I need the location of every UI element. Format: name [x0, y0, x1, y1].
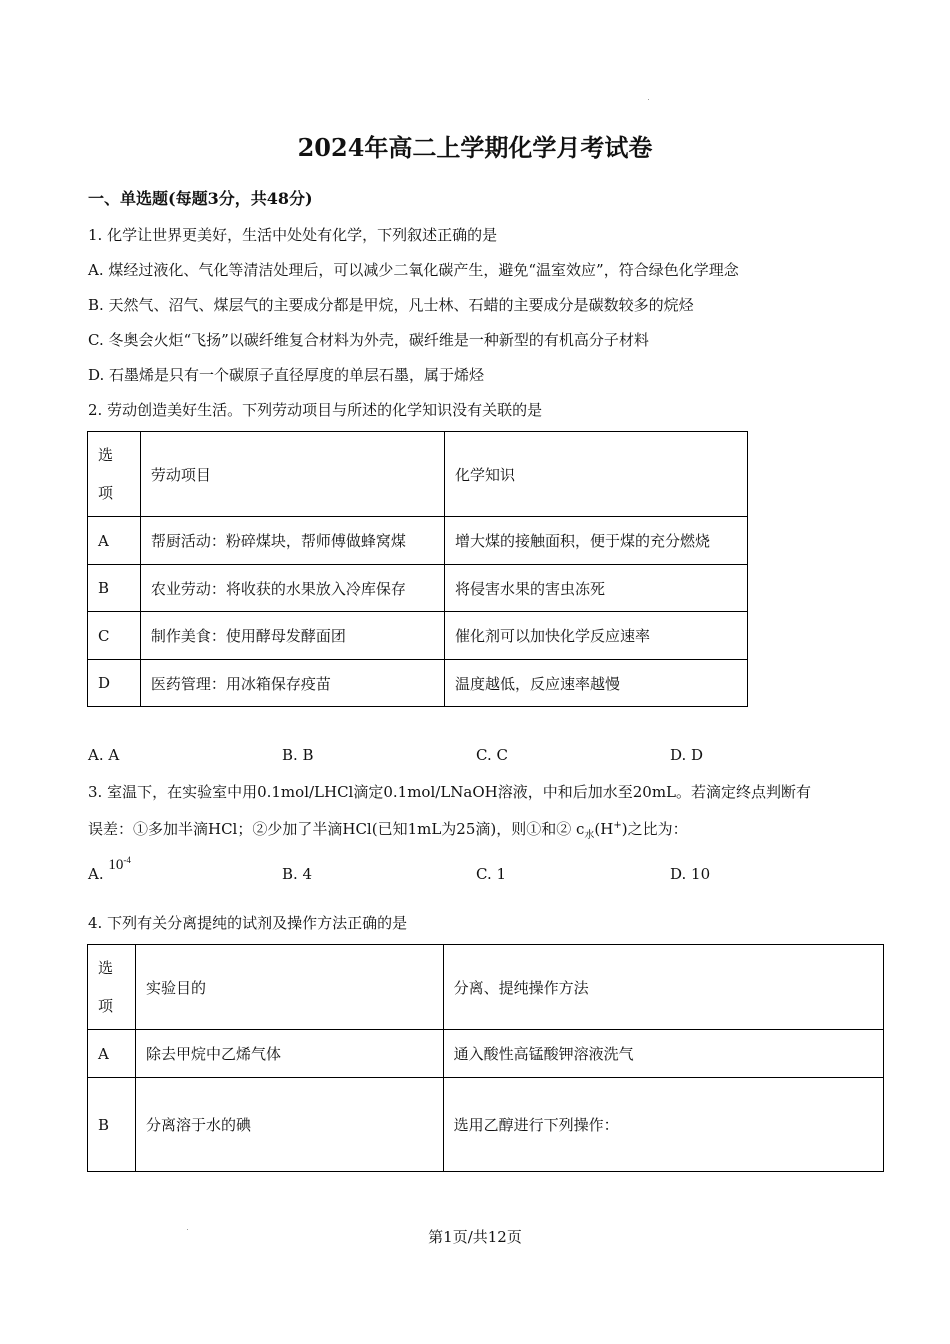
page-title: 2024年高二上学期化学月考试卷: [297, 133, 653, 162]
q1-option-d: D. 石墨烯是只有一个碳原子直径厚度的单层石墨，属于烯烃: [88, 366, 485, 384]
table-cell: 分离溶于水的碘: [135, 1078, 443, 1172]
table-cell: B: [88, 1078, 136, 1172]
header-cell-text: 项: [98, 997, 114, 1015]
header-cell-labor: 劳动项目: [140, 432, 444, 517]
q2-stem: 2. 劳动创造美好生活。下列劳动项目与所述的化学知识没有关联的是: [88, 401, 543, 419]
q3-stem-line2: [88, 818, 688, 841]
table-cell: 选用乙醇进行下列操作：: [443, 1078, 883, 1172]
table-cell: 通入酸性高锰酸钾溶液洗气: [443, 1030, 883, 1078]
q2-option-b: B. B: [282, 746, 314, 764]
table-cell: 农业劳动：将收获的水果放入冷库保存: [140, 565, 444, 612]
q3-text: (H: [594, 820, 614, 838]
q2-table: [87, 431, 748, 707]
table-cell: C: [88, 612, 141, 660]
page-footer: 第1页/共12页: [428, 1228, 522, 1246]
scan-speck: [648, 99, 649, 100]
q3-option-a-math: [108, 857, 131, 873]
q1-stem: 1. 化学让世界更美好，生活中处处有化学，下列叙述正确的是: [88, 226, 498, 244]
q1-option-c: C. 冬奥会火炬“飞扬”以碳纤维复合材料为外壳，碳纤维是一种新型的有机高分子材料: [88, 331, 649, 349]
table-cell: 医药管理：用冰箱保存疫苗: [140, 660, 444, 707]
table-row: [88, 1030, 884, 1078]
table-row: [88, 565, 748, 612]
q3-option-a: [88, 855, 131, 884]
table-cell: 催化剂可以加快化学反应速率: [444, 612, 747, 660]
table-row: [88, 1078, 884, 1172]
table-header-row: [88, 432, 748, 517]
q3-text: 误差：①多加半滴HCl；②少加了半滴HCl(已知1mL为25滴)，则①和② c: [88, 820, 585, 838]
table-cell: 增大煤的接触面积，便于煤的充分燃烧: [444, 517, 747, 565]
q4-table: [87, 944, 884, 1172]
table-row: [88, 612, 748, 660]
header-cell-knowledge: 化学知识: [444, 432, 747, 517]
q2-option-d: D. D: [670, 746, 704, 764]
table-cell: 温度越低，反应速率越慢: [444, 660, 747, 707]
table-cell: 除去甲烷中乙烯气体: [135, 1030, 443, 1078]
table-cell: 帮厨活动：粉碎煤块，帮师傅做蜂窝煤: [140, 517, 444, 565]
q3-subscript: 水: [584, 830, 595, 841]
q1-option-b: B. 天然气、沼气、煤层气的主要成分都是甲烷，凡士林、石蜡的主要成分是碳数较多的烷烃: [88, 296, 694, 314]
q3-option-c: C. 1: [476, 865, 507, 883]
header-cell-purpose: 实验目的: [135, 945, 443, 1030]
q3-option-b: B. 4: [282, 865, 313, 883]
header-cell-method: 分离、提纯操作方法: [443, 945, 883, 1030]
q3-option-d: D. 10: [670, 865, 711, 883]
table-cell: A: [88, 517, 141, 565]
table-row: [88, 517, 748, 565]
q3-stem-line1: 3. 室温下，在实验室中用0.1mol/LHCl滴定0.1mol/LNaOH溶液，中和后加水至20mL。若滴定终点判断有: [88, 783, 811, 801]
table-row: [88, 660, 748, 707]
q4-stem: 4. 下列有关分离提纯的试剂及操作方法正确的是: [88, 914, 408, 932]
q3-text: )之比为：: [621, 820, 688, 838]
table-header-row: [88, 945, 884, 1030]
q3-math-exponent: -4: [123, 855, 131, 865]
header-cell-option: [88, 432, 141, 517]
header-cell-text: 项: [98, 484, 114, 502]
q2-option-a: A. A: [88, 746, 120, 764]
header-cell-text: 选: [98, 446, 114, 464]
section-heading: 一、单选题(每题3分，共48分): [88, 189, 313, 208]
table-cell: D: [88, 660, 141, 707]
q1-option-a: A. 煤经过液化、气化等清洁处理后，可以减少二氧化碳产生，避免“温室效应”，符合绿色化学理念: [88, 261, 739, 279]
q3-superscript: +: [613, 820, 622, 831]
q3-math-base: 10: [108, 857, 124, 873]
header-cell-text: 选: [98, 959, 114, 977]
table-cell: A: [88, 1030, 136, 1078]
q2-option-c: C. C: [476, 746, 508, 764]
table-cell: B: [88, 565, 141, 612]
q3-option-a-label: A.: [88, 865, 104, 883]
header-cell-option: [88, 945, 136, 1030]
table-cell: 制作美食：使用酵母发酵面团: [140, 612, 444, 660]
table-cell: 将侵害水果的害虫冻死: [444, 565, 747, 612]
